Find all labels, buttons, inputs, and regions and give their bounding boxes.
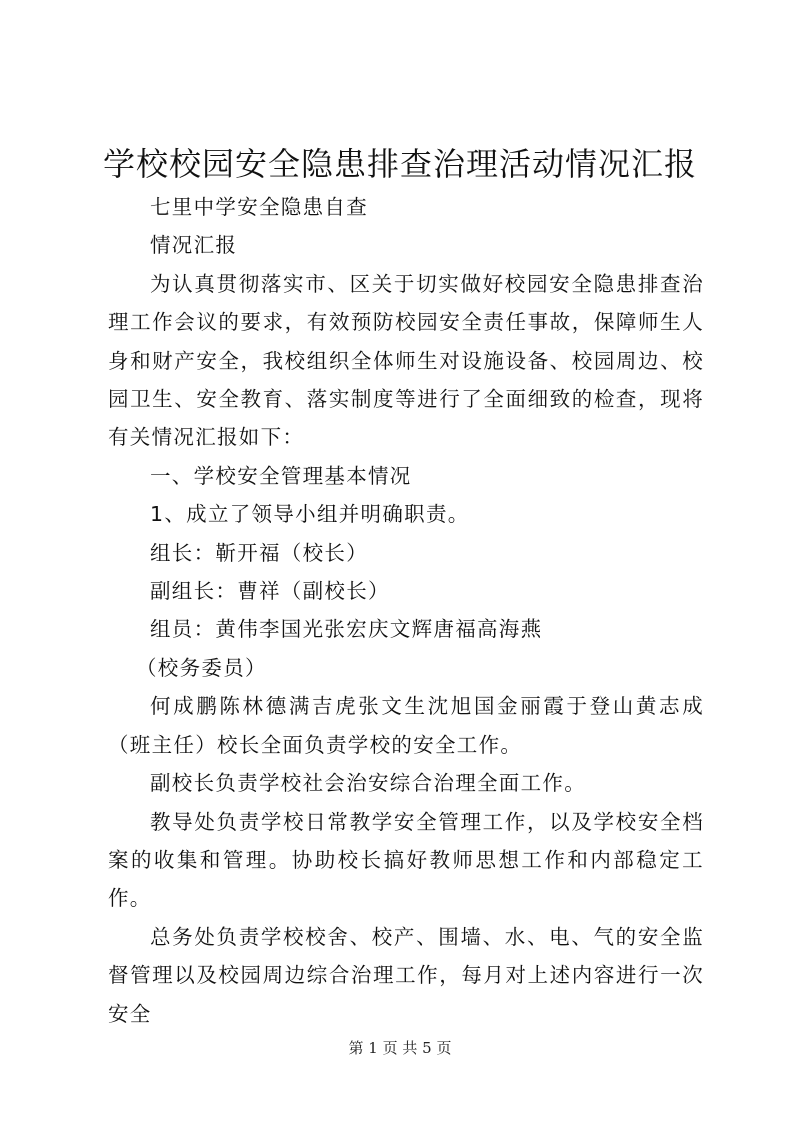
paragraph-section-heading: 一、学校安全管理基本情况 — [150, 463, 412, 488]
paragraph-school-name: 七里中学安全隐患自查 — [150, 195, 368, 219]
paragraph-intro: 为认真贯彻落实市、区关于切实做好校园安全隐患排查治理工作会议的要求，有效预防校园安全责任事故，保障师生人身和财产安全，我校组织全体师生对设施设备、校园周边、校园卫生、安全教育、落实制度等进行了全面细致的检查，现将有关情况汇报如下： — [108, 271, 704, 450]
paragraph-general-affairs-duty: 总务处负责学校校舍、校产、围墙、水、电、气的安全监督管理以及校园周边综合治理工作，每月对上述内容进行一次安全 — [108, 924, 704, 1026]
paragraph-vice-principal-duty: 副校长负责学校社会治安综合治理全面工作。 — [150, 771, 586, 796]
page-number-footer: 第 1 页 共 5 页 — [348, 1039, 452, 1057]
document-body — [108, 188, 704, 1033]
paragraph-deputy-leader: 副组长：曹祥（副校长） — [150, 579, 390, 604]
paragraph-members: 组员：黄伟李国光张宏庆文辉唐福高海燕 — [150, 617, 543, 642]
document-title: 学校校园安全隐患排查治理活动情况汇报 — [102, 145, 697, 183]
paragraph-report-heading: 情况汇报 — [150, 233, 238, 258]
paragraph-academic-office-duty: 教导处负责学校日常教学安全管理工作，以及学校安全档案的收集和管理。协助校长搞好教师思想工作和内部稳定工作。 — [108, 809, 704, 911]
paragraph-class-teachers: 何成鹏陈林德满吉虎张文生沈旭国金丽霞于登山黄志成（班主任）校长全面负责学校的安全工作。 — [108, 694, 704, 757]
paragraph-leader: 组长：靳开福（校长） — [150, 540, 368, 565]
paragraph-item-1: 1、成立了领导小组并明确职责。 — [150, 502, 470, 527]
paragraph-members-role: （校务委员） — [136, 655, 267, 680]
